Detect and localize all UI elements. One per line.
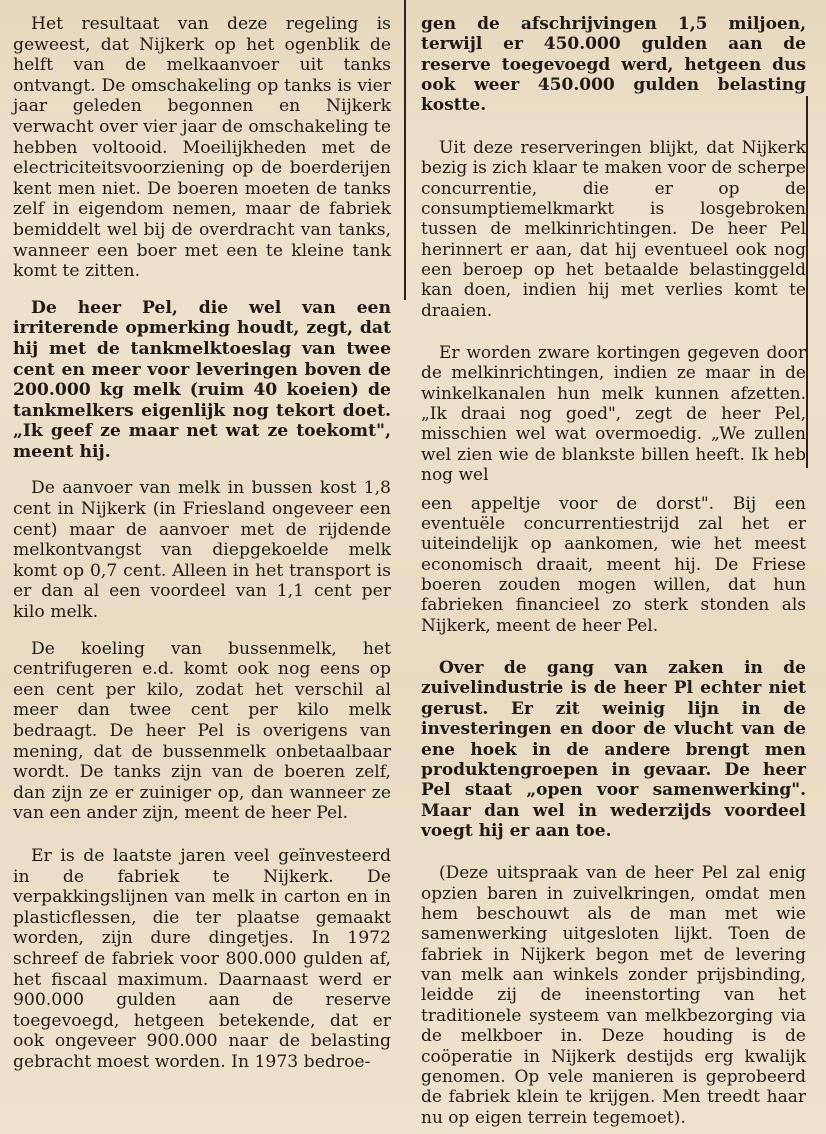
left-paragraph-3: De aanvoer van melk in bussen kost 1,8 cent in Nijkerk (in Friesland ongeveer een cent) maar de aanvoer met de rijdende melkontvangst van diepgekoelde melk komt op 0,7 cent. Alleen in het transport is er dan al een voordeel van 1,1 cent per kilo melk. [13,478,391,623]
left-paragraph-5: Er is de laatste jaren veel geïnvesteerd in de fabriek te Nijkerk. De verpakkingslijnen van melk in carton en in plasticflessen, die ter plaatse gemaakt worden, zijn dure dingetjes. In 1972 schreef de fabriek voor 800.000 gulden af, het fiscaal maximum. Daarnaast werd er 900.000 gulden aan de reserve toegevoegd, hetgeen betekende, dat er ook ongeveer 900.000 naar de belasting gebracht moest worden. In 1973 bedroe- [13,845,391,1072]
column-divider-top [404,0,406,300]
right-paragraph-1: gen de afschrijvingen 1,5 miljoen, terwijl er 450.000 gulden aan de reserve toegevoegd werd, hetgeen dus ook weer 450.000 gulden belasting kostte. [421,14,806,116]
right-paragraph-2: Uit deze reserveringen blijkt, dat Nijkerk bezig is zich klaar te maken voor de scherpe concurrentie, die er op de consumptiemelkmarkt is losgebroken tussen de melkinrichtingen. De heer Pel herinnert er aan, dat hij eventueel ook nog een beroep op het betaalde belastinggeld kan doen, indien hij met verlies komt te draaien. [421,137,806,321]
right-paragraph-3: Er worden zware kortingen gegeven door de melkinrichtingen, indien ze maar in de winkelkanalen hun melk kunnen afzetten. „Ik draai nog goed", zegt de heer Pel, misschien wel wat overmoedig. „We zullen wel zien wie de blankste billen heeft. Ik heb nog wel [421,343,806,486]
right-paragraph-4: een appeltje voor de dorst". Bij een eventuële concurrentiestrijd zal het er uiteindelijk op aankomen, wie het meest economisch draait, meent hij. De Friese boeren zouden mogen willen, dat hun fabrieken financieel zo sterk stonden als Nijkerk, meent de heer Pel. [421,493,806,636]
left-paragraph-1: Het resultaat van deze regeling is geweest, dat Nijkerk op het ogenblik de helft van de melkaanvoer uit tanks ontvangt. De omschakeling op tanks is vier jaar geleden begonnen en Nijkerk verwacht over vier jaar de omschakeling te hebben voltooid. Moeilijkheden met de electriciteitsvoorziening op de boerderijen kent men niet. De boeren moeten de tanks zelf in eigendom nemen, maar de fabriek bemiddelt wel bij de overdracht van tanks, wanneer een boer met een te kleine tank komt te zitten. [13,14,391,282]
left-paragraph-2: De heer Pel, die wel van een irriterende opmerking houdt, zegt, dat hij met de tankmelktoeslag van twee cent en meer voor leveringen boven de 200.000 kg melk (ruim 40 koeien) de tankmelkers eigenlijk nog tekort doet. „Ik geef ze maar net wat ze toekomt", meent hij. [13,297,391,462]
left-paragraph-4: De koeling van bussenmelk, het centrifugeren e.d. komt ook nog eens op een cent per kilo, zodat het verschil al meer dan twee cent per kilo melk bedraagt. De heer Pel is overigens van mening, dat de bussenmelk onbetaalbaar wordt. De tanks zijn van de boeren zelf, dan zijn ze er zuiniger op, dan wanneer ze van een ander zijn, meent de heer Pel. [13,638,391,824]
right-paragraph-6: (Deze uitspraak van de heer Pel zal enig opzien baren in zuivelkringen, omdat men hem beschouwt als de man met wie samenwerking uitgesloten lijkt. Toen de fabriek in Nijkerk begon met de levering van melk aan winkels zonder prijsbinding, leidde zij de ineenstorting van het traditionele systeem van melkbezorging via de melkboer in. Deze houding is de coöperatie in Nijkerk destijds erg kwalijk genomen. Op vele manieren is geprobeerd de fabriek klein te krijgen. Men treedt haar nu op eigen terrein tegemoet). [421,863,806,1128]
right-column [421,14,806,1128]
right-paragraph-5: Over de gang van zaken in de zuivelindustrie is de heer Pl echter niet gerust. Er zit weinig lijn in de investeringen en door de vlucht van de ene hoek in de andere brengt men produktengroepen in gevaar. De heer Pel staat „open voor samenwerking". Maar dan wel in wederzijds voordeel voegt hij er aan toe. [421,658,806,841]
column-divider-right-upper [806,96,808,468]
left-column [13,14,391,1073]
